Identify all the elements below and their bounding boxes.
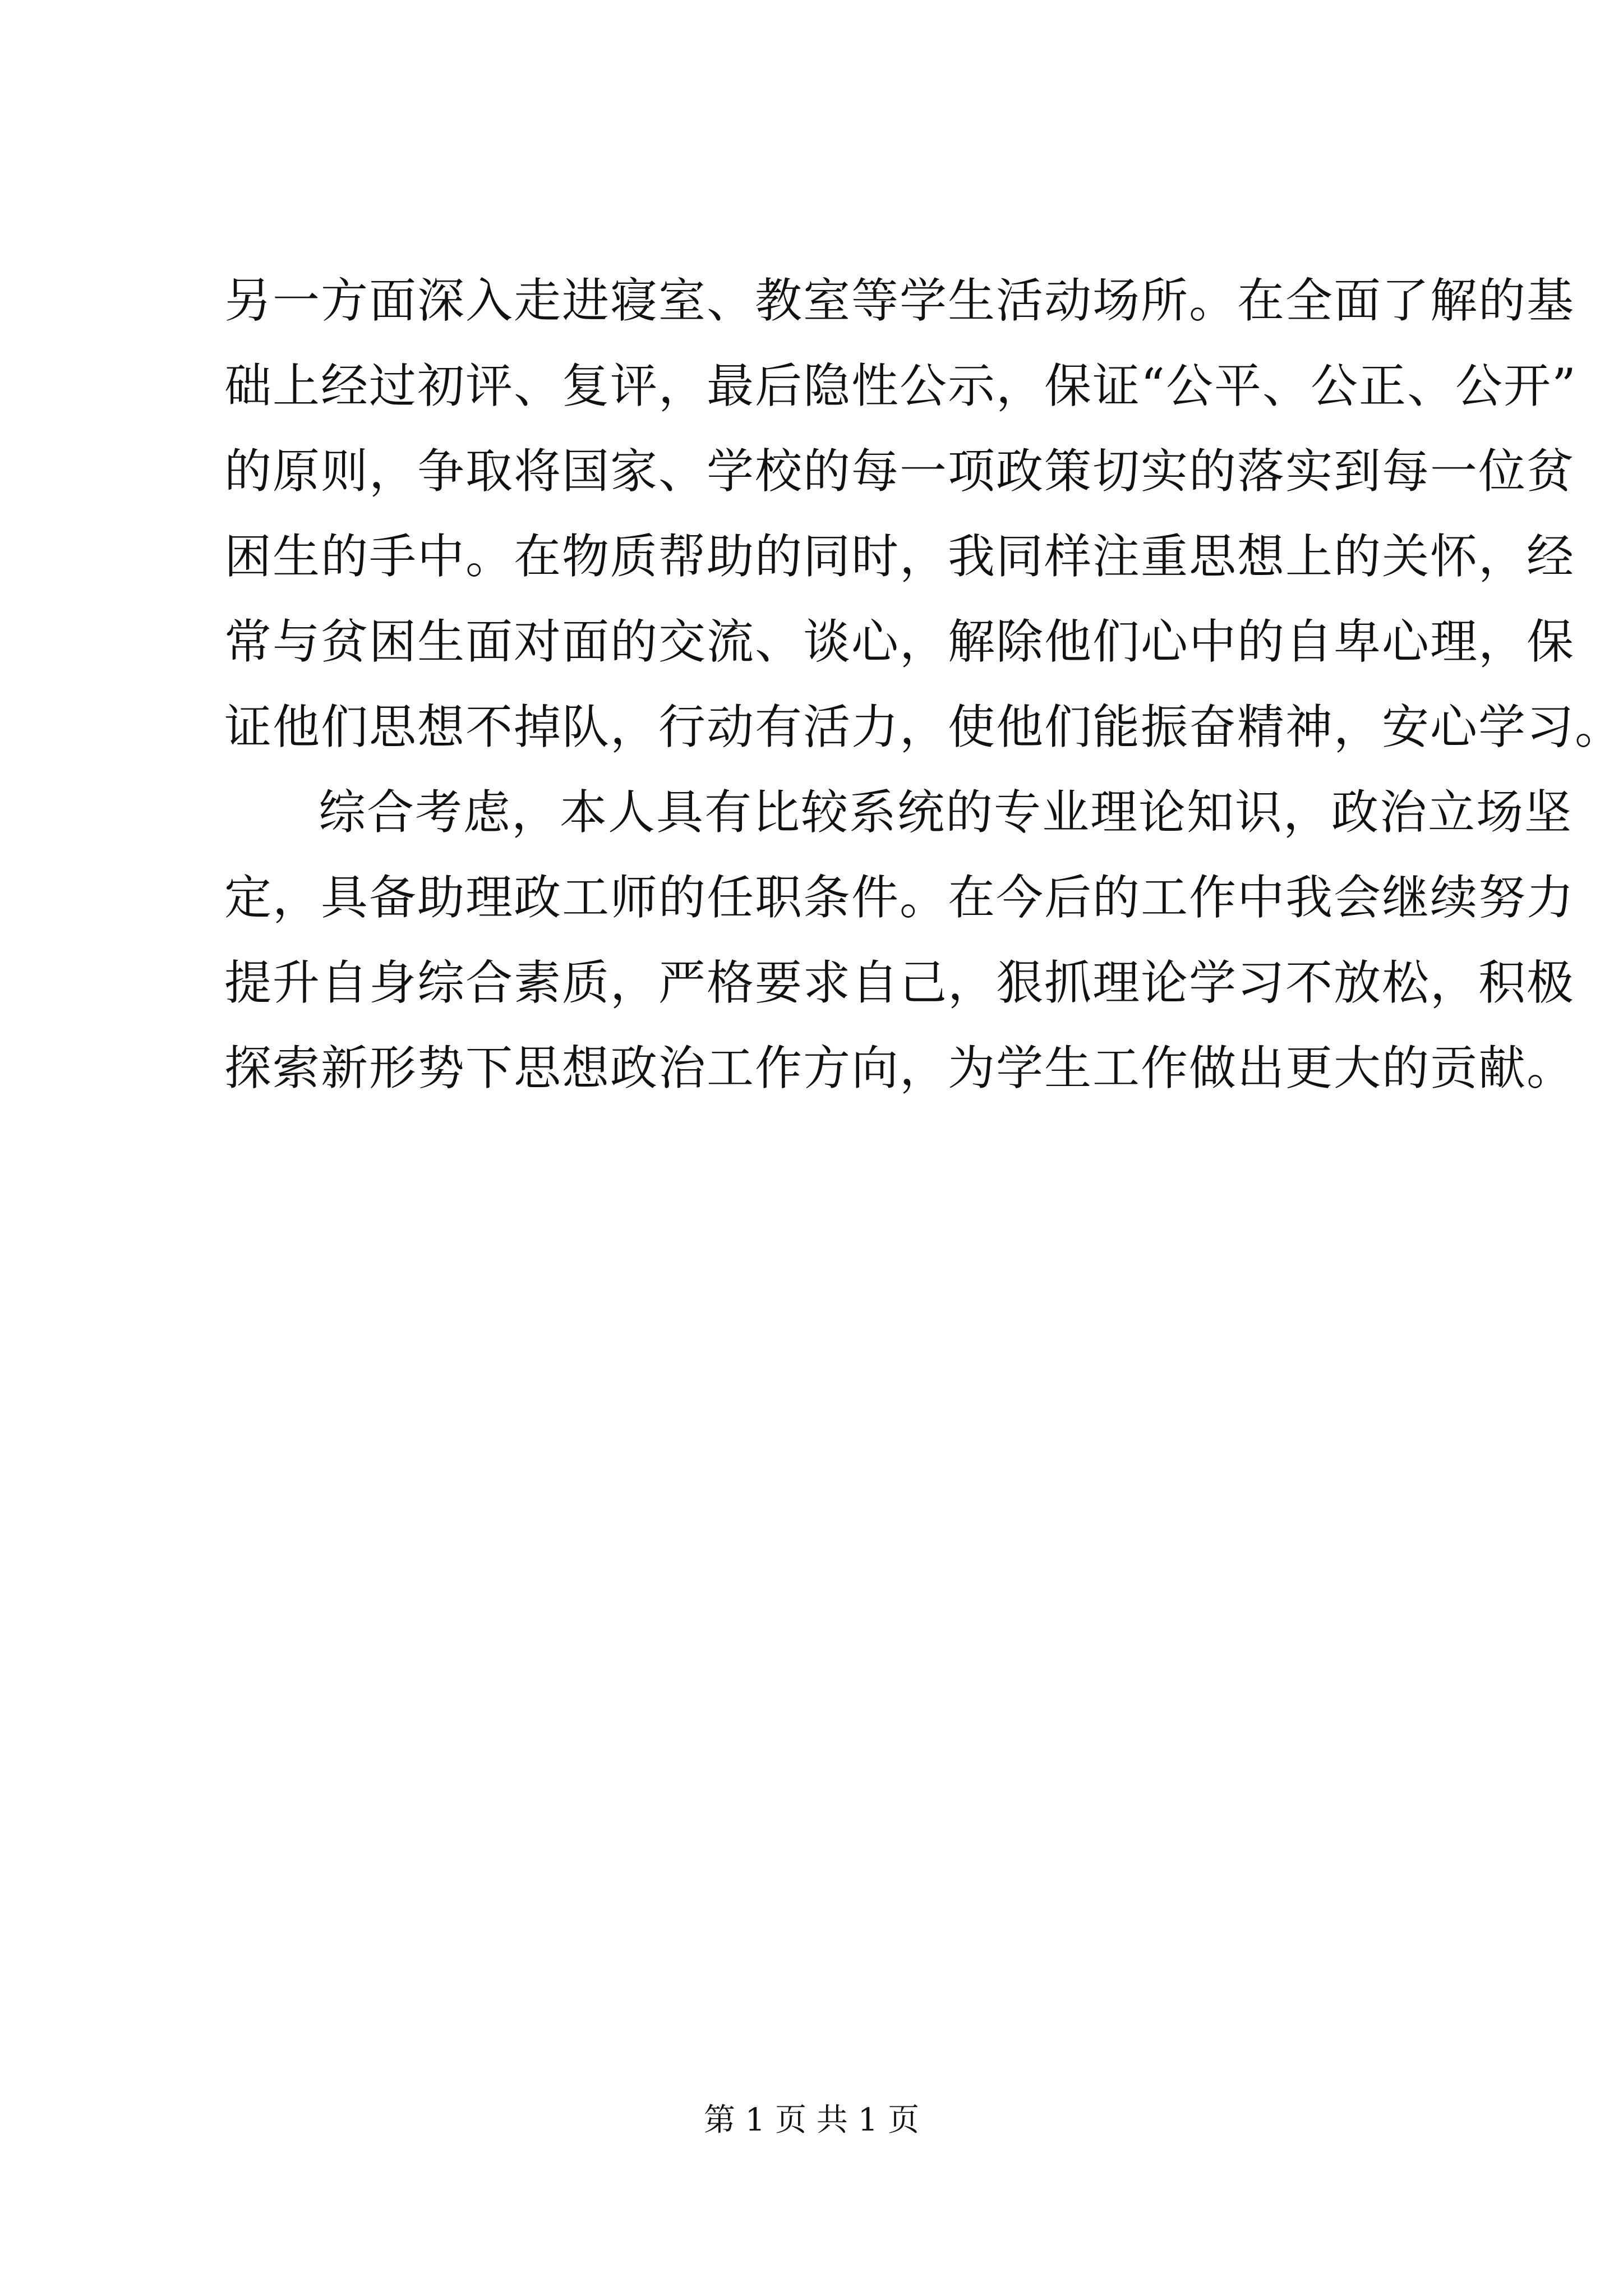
paragraph-line: 提升自身综合素质，严格要求自己，狠抓理论学习不放松，积极	[224, 955, 1575, 1010]
paragraph-line: 定，具备助理政工师的任职条件。在今后的工作中我会继续努力	[224, 870, 1575, 925]
document-body	[224, 258, 1623, 1111]
paragraph-2	[224, 770, 1575, 1111]
paragraph-line: 的原则，争取将国家、学校的每一项政策切实的落实到每一位贫	[224, 444, 1575, 499]
paragraph-line: 综合考虑，本人具有比较系统的专业理论知识，政治立场坚	[319, 785, 1573, 840]
paragraph-line: 另一方面深入走进寝室、教室等学生活动场所。在全面了解的基	[224, 273, 1575, 328]
paragraph-line: 础上经过初评、复评，最后隐性公示，保证“公平、公正、公开”	[224, 358, 1577, 413]
paragraph-line: 常与贫困生面对面的交流、谈心，解除他们心中的自卑心理，保	[224, 614, 1575, 669]
paragraph-line: 困生的手中。在物质帮助的同时，我同样注重思想上的关怀，经	[224, 529, 1575, 584]
paragraph-line: 探索新形势下思想政治工作方向，为学生工作做出更大的贡献。	[224, 1041, 1575, 1096]
page-footer: 第 1 页 共 1 页	[703, 2102, 920, 2138]
paragraph-1	[224, 258, 1623, 770]
paragraph-line: 证他们思想不掉队，行动有活力，使他们能振奋精神，安心学习。	[224, 700, 1623, 754]
